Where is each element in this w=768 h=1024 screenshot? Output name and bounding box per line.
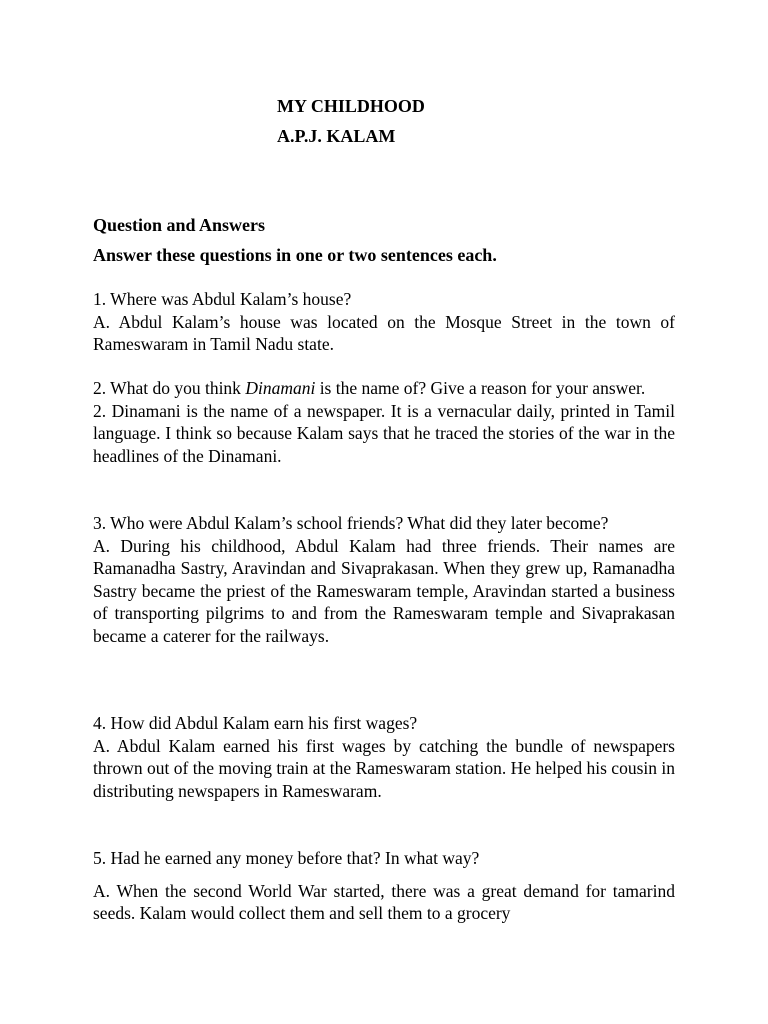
- question-5: 5. Had he earned any money before that? In what way?: [93, 848, 480, 868]
- question-2-part-1: 2. What do you think: [93, 378, 246, 398]
- question-4: 4. How did Abdul Kalam earn his first wages?: [93, 713, 418, 733]
- section-heading: Question and Answers: [93, 215, 266, 235]
- qa-item-4: [93, 712, 675, 802]
- document-title: MY CHILDHOOD: [277, 96, 425, 116]
- qa-item-2: [93, 377, 675, 467]
- question-2-part-2: is the name of? Give a reason for your answer.: [315, 378, 646, 398]
- answer-3: A. During his childhood, Abdul Kalam had three friends. Their names are Ramanadha Sastry, Aravindan and Sivaprakasan. When they grew up, Ramanadha Sastry became the priest of the Rameswaram temple, Aravindan started a business of transporting pilgrims to and from the Rameswaram temple and Sivaprakasan became a caterer for the railways.: [93, 535, 675, 646]
- qa-item-1: [93, 288, 675, 356]
- question-2-emphasis: Dinamani: [245, 378, 316, 398]
- answer-5: A. When the second World War started, there was a great demand for tamarind seeds. Kalam would collect them and sell them to a grocery: [93, 880, 675, 924]
- question-3: 3. Who were Abdul Kalam’s school friends? What did they later become?: [93, 513, 609, 533]
- qa-item-3: [93, 512, 675, 648]
- question-2: [93, 377, 675, 400]
- qa-item-5: [93, 847, 675, 925]
- document-author: A.P.J. KALAM: [277, 126, 396, 146]
- answer-4: A. Abdul Kalam earned his first wages by catching the bundle of newspapers thrown out of the moving train at the Rameswaram station. He helped his cousin in distributing newspapers in Rameswaram.: [93, 735, 675, 801]
- question-1: 1. Where was Abdul Kalam’s house?: [93, 289, 352, 309]
- answer-2: 2. Dinamani is the name of a newspaper. It is a vernacular daily, printed in Tamil language. I think so because Kalam says that he traced the stories of the war in the headlines of the Dinamani.: [93, 400, 675, 466]
- answer-1: A. Abdul Kalam’s house was located on the Mosque Street in the town of Rameswaram in Tamil Nadu state.: [93, 311, 675, 355]
- instructions: Answer these questions in one or two sentences each.: [93, 245, 497, 265]
